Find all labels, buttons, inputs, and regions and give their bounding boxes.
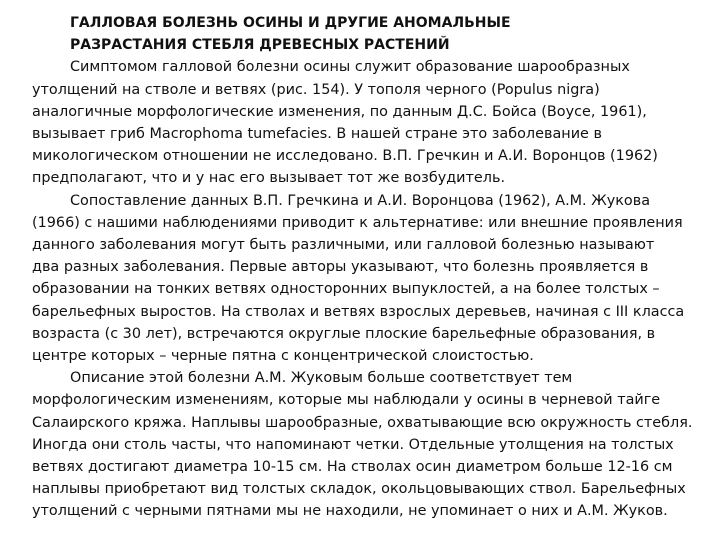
paragraph-2-line: данного заболевания могут быть различными, или галловой болезнью называют	[32, 237, 655, 254]
paragraph-2-line: центре которых – черные пятна с концентрической слоистостью.	[32, 348, 534, 365]
paragraph-1-line: аналогичные морфологические изменения, по данным Д.С. Бойса (Boyce, 1961),	[32, 103, 647, 120]
paragraph-1-line: предполагают, что и у нас его вызывает тот же возбудитель.	[32, 170, 506, 187]
paragraph-3-line: морфологическим изменениям, которые мы наблюдали у осины в черневой тайге	[32, 392, 661, 409]
paragraph-3-line: Иногда они столь часты, что напоминают четки. Отдельные утолщения на толстых	[32, 436, 674, 453]
paragraph-3-line: Салаирского кряжа. Наплывы шарообразные, охватывающие всю окружность стебля.	[32, 414, 693, 431]
paragraph-3-line: утолщений с черными пятнами мы не находили, не упоминает о них и А.М. Жуков.	[32, 503, 668, 520]
paragraph-3-line: ветвях достигают диаметра 10-15 см. На стволах осин диаметром больше 12-16 см	[32, 459, 673, 476]
paragraph-1-line: утолщений на стволе и ветвях (рис. 154). У тополя черного (Populus nigra)	[32, 81, 600, 98]
document-text	[32, 12, 700, 523]
title-line: РАЗРАСТАНИЯ СТЕБЛЯ ДРЕВЕСНЫХ РАСТЕНИЙ	[70, 37, 450, 54]
paragraph-2-line: барельефных выростов. На стволах и ветвях взрослых деревьев, начиная с III класса	[32, 303, 685, 320]
title-line: ГАЛЛОВАЯ БОЛЕЗНЬ ОСИНЫ И ДРУГИЕ АНОМАЛЬНЫЕ	[70, 15, 511, 31]
paragraph-2-line: Сопоставление данных В.П. Гречкина и А.И. Воронцова (1962), А.М. Жукова	[70, 192, 651, 209]
paragraph-2-line: (1966) с нашими наблюдениями приводит к альтернативе: или внешние проявления	[32, 214, 683, 231]
paragraph-2-line: образовании на тонких ветвях односторонних выпуклостей, а на более толстых –	[32, 281, 660, 298]
paragraph-1-line: Симптомом галловой болезни осины служит образование шарообразных	[70, 59, 630, 76]
paragraph-3-line: Описание этой болезни А.М. Жуковым больше соответствует тем	[70, 370, 573, 387]
paragraph-3-line: наплывы приобретают вид толстых складок, окольцовывающих ствол. Барельефных	[32, 481, 686, 498]
paragraph-1-line: микологическом отношении не исследовано. В.П. Гречкин и А.И. Воронцов (1962)	[32, 148, 658, 165]
paragraph-1-line: вызывает гриб Macrophoma tumefacies. В нашей стране это заболевание в	[32, 126, 602, 143]
paragraph-2-line: возраста (с 30 лет), встречаются округлые плоские барельефные образования, в	[32, 325, 656, 342]
paragraph-2-line: два разных заболевания. Первые авторы указывают, что болезнь проявляется в	[32, 259, 649, 276]
